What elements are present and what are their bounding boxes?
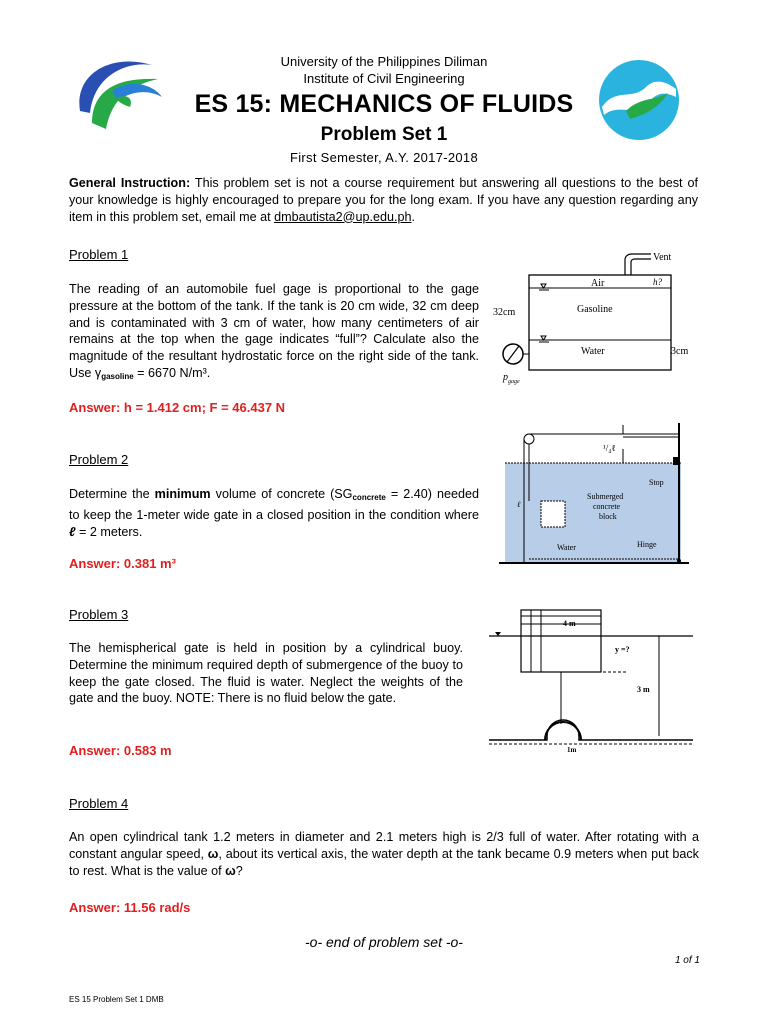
- general-instruction: General Instruction: This problem set is not a course requirement but answering all questions to the best of your knowledge is highly encouraged to prepare you for the long exam. If you have any question regarding any item in this problem set, email me at dmbautista2@up.edu.ph.: [69, 176, 698, 224]
- problem-3-text: The hemispherical gate is held in position by a cylindrical buoy. Determine the minimum required depth of submergence of the buoy to keep the gate closed. The fluid is water. Neglect the weights of the gate and the buoy. NOTE: There is no fluid below the gate.: [69, 641, 463, 706]
- problem-4-title: Problem 4: [69, 796, 129, 811]
- gasoline-label: Gasoline: [577, 304, 613, 315]
- concrete-block: [541, 501, 565, 527]
- h-label: h?: [653, 277, 662, 287]
- block-label-1: Submerged: [587, 492, 624, 501]
- problem-2-title: Problem 2: [69, 452, 129, 467]
- vent-label: Vent: [653, 252, 672, 263]
- air-label: Air: [591, 278, 605, 289]
- depth-3m-label: 3 m: [637, 685, 650, 694]
- stop-label: Stop: [649, 478, 664, 487]
- buoy-figure: [487, 606, 695, 756]
- problem-4-answer: Answer: 11.56 rad/s: [69, 900, 191, 915]
- hinge-label: Hinge: [637, 540, 657, 549]
- problem-1-title: Problem 1: [69, 247, 129, 262]
- university-name: University of the Philippines Diliman: [280, 54, 488, 69]
- radius-label: 1m: [567, 746, 577, 754]
- depth-label: 32cm: [493, 307, 516, 318]
- problem-3-answer: Answer: 0.583 m: [69, 743, 172, 758]
- problem-4-text: An open cylindrical tank 1.2 meters in diameter and 2.1 meters high is 2/3 full of water. After rotating with a constant angular speed, ω, about its vertical axis, the water depth at the tank became 0.9 meters when put back to rest. What is the value of ω?: [69, 830, 699, 878]
- cylindrical-buoy: [521, 610, 601, 672]
- submergence-label: y =?: [615, 645, 630, 654]
- quarter-ell-label: ¹/₄ℓ: [603, 443, 616, 453]
- gate-figure: [499, 423, 689, 575]
- problem-1-text: The reading of an automobile fuel gage is proportional to the gage pressure at the bottom of the tank. If the tank is 20 cm wide, 32 cm deep and is contaminated with 3 cm of water, how many centimeters of air remains at the top when the gage indicates “full”? Calculate also the magnitude of the resultant hydrostatic force on the right side of the tank. Use $\gamma_{gasoline} = 6670$ N/m³.: [69, 282, 479, 381]
- diameter-label: 4 m: [563, 619, 576, 628]
- problem-set-title: Problem Set 1: [320, 124, 448, 145]
- block-label-3: block: [599, 512, 617, 521]
- page-number: 1 of 1: [674, 955, 700, 966]
- water-depth-label: 3cm: [671, 346, 689, 357]
- institute-name: Institute of Civil Engineering: [303, 71, 465, 86]
- instruction-text: This problem set is not a course requirement but answering all questions to the best of your knowledge is highly encouraged to prepare you for the long exam. If you have any question regarding any item in this problem set, email me at: [69, 176, 698, 224]
- email-link[interactable]: dmbautista2@up.edu.ph: [274, 209, 412, 224]
- instruction-label: General Instruction:: [69, 176, 191, 190]
- water-label: Water: [581, 346, 605, 357]
- problem-3-title: Problem 3: [69, 607, 129, 622]
- hemispherical-gate: [545, 722, 581, 740]
- ell-label: ℓ: [517, 500, 521, 509]
- course-title: ES 15: MECHANICS OF FLUIDS: [194, 90, 574, 118]
- problem-2-answer: Answer: 0.381 m³: [69, 556, 176, 571]
- problem-2-text: Determine the minimum volume of concrete $(SG_{concrete} = 2.40)$ needed to keep the 1-meter wide gate in a closed position in the condition where ℓ = 2 meters.: [69, 487, 479, 539]
- end-of-problem-set: -o- end of problem set -o-: [305, 934, 463, 950]
- gage-label: $p_{gage}$: [503, 372, 520, 385]
- problem-1-answer: Answer: h = 1.412 cm; F = 46.437 N: [69, 400, 286, 415]
- semester: First Semester, A.Y. 2017-2018: [290, 150, 478, 165]
- fuel-tank-figure: [485, 248, 703, 400]
- water-label-2: Water: [557, 543, 576, 552]
- block-label-2: concrete: [593, 502, 621, 511]
- footer-text: ES 15 Problem Set 1 DMB: [69, 995, 164, 1004]
